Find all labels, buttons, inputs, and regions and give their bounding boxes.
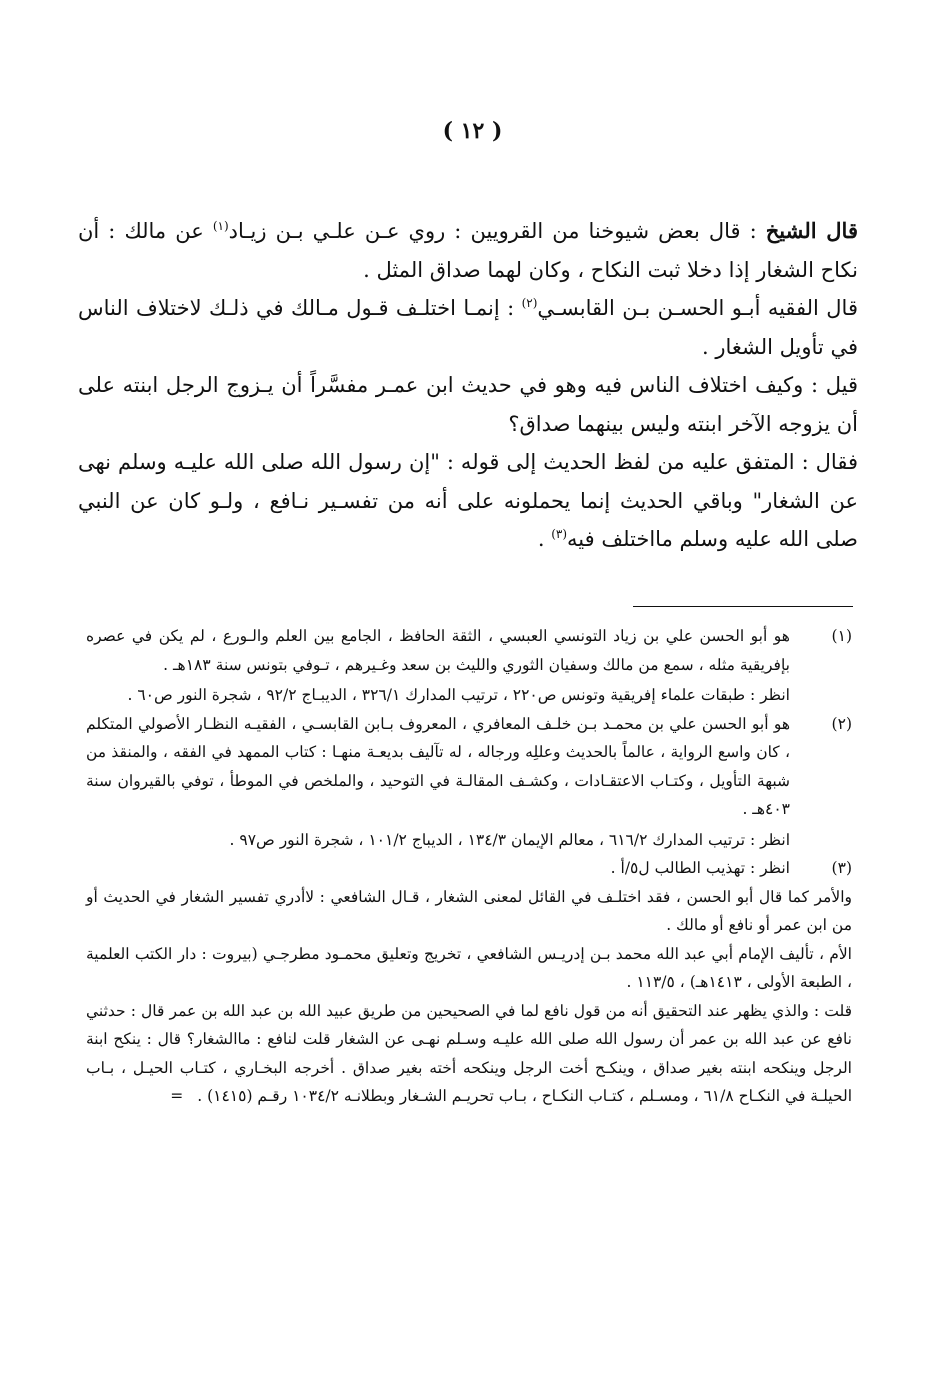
speaker-label: قال الشيخ [765,218,858,243]
footnote-ref-1: (١) [212,219,229,233]
paragraph-1-text: : قال بعض شيوخنا من القرويين : روي عـن علـي بـن زيـاد [228,219,766,243]
footnote-continuation-1: والأمر كما قال أبو الحسن ، فقد اختلـف في القائل لمعنى الشغار ، قـال الشافعي : لاأدري تفسير الشغار في الحديث أو من ابن عمر أو نافع أو مالك . [86,887,852,934]
paragraph-4-end: . [537,527,552,551]
footnote-ref-2: (٢) [521,296,538,310]
main-text [78,212,858,559]
footnote-text: هو أبو الحسن علي بن زياد التونسي العبسي ، الثقة الحافظ ، الجامع بين العلم والـورع ، لم يكن في عصره بإفريقية مثله ، سمع من مالك وسفيان الثوري والليث بن سعد وغـيرهم ، تـوفي بتونس سنة ١٨٣هـ . [86,627,790,674]
page-number: ( ١٢ ) [442,118,503,144]
footnote-1 [86,622,852,710]
footnote-continuation-2: الأم ، تأليف الإمام أبي عبد الله محمد بـن إدريـس الشافعي ، تخريج وتعليق محمـود مطرجـي (بيروت : دار الكتب العلمية ، الطبعة الأولى ، ١٤١٣هـ) ، ١١٣/٥ . [86,944,852,991]
footnote-body [86,710,790,855]
footnote-reference: انظر : ترتيب المدارك ٦١٦/٢ ، معالم الإيمان ١٣٤/٣ ، الديباج ١٠١/٢ ، شجرة النور ص٩٧ . [229,830,790,849]
paragraph-2 [78,289,858,366]
footnote-continuation-3 [86,997,852,1111]
footnote-text: هو أبو الحسن علي بن محمـد بـن خلـف المعافري ، المعروف بـابن القابسـي ، الفقيـه النظـار الأصولي المتكلم ، كان واسع الرواية ، عالماً بالحديث وعللِه ورجاله ، له تآليف بديعـة منهـا : كتاب الممهد في الفقه ، والمنقذ من شبهة التأويل ، وكتـاب الاعتقـادات ، وكشـف المقالـة في التوحيد ، والملخص في الموطأ ، توفي بالقيروان سنة ٤٠٣هـ . [86,714,790,818]
footnotes [86,622,852,1111]
footnote-reference: انظر : طبقات علماء إفريقية وتونس ص٢٢٠ ، ترتيب المدارك ٣٢٦/١ ، الديبـاج ٩٢/٢ ، شجرة النور ص٦٠ . [127,686,790,704]
paragraph-1-continuation: عن مالك : أن نكاح الشغار إذا دخلا ثبت النكاح ، وكان لهما صداق المثل . [78,219,858,282]
paragraph-1 [78,212,858,289]
footnote-number: (٣) [831,859,852,877]
footnote-body [86,854,790,883]
footnote-3 [86,854,852,883]
paragraph-4 [78,443,858,559]
footnote-number: (١) [831,627,852,645]
paragraph-2-text: قال الفقيه أبـو الحسـن بـن القابسـي [537,296,858,320]
footnote-2 [86,710,852,855]
footnote-continuation-3-text: قلت : والذي يظهر عند التحقيق أنه من قول نافع لما في الصحيحين من طريق عبيد الله بن عبد الله بن عمر قال : حدثني نافع عن عبد الله بن عمر أن رسول الله صلى الله عليـه وسـلم نهـى عن الشغار قلت لنافع : ماالشغار؟ قال : ينكح ابنة الرجل وينكحه ابنته بغير صداق ، وينكـح أخت الرجل وينكحه أخته بغير صداق . أخرجه البخـاري ، كتـاب الحيـل ، بـاب الحيلـة في النكـاح ٦١/٨ ، ومسـلم ، كتـاب النكـاح ، بـاب تحريـم الشـغار وبطلانـه ١٠٣٤/٢ رقـم (١٤١٥) . [86,1001,852,1105]
footnote-number: (٢) [831,714,852,733]
paragraph-2-continuation: : إنمـا اختلـف قـول مـالك في ذلـك لاختلاف الناس في تأويل الشغار . [78,296,858,359]
paragraph-4-text: فقال : المتفق عليه من لفظ الحديث إلى قوله : "إن رسول الله صلى الله عليـه وسلم نهى عن الشغار" وباقي الحديث إنما يحملونه على أنه من تفسـير نـافع ، ولـو كان عن النبي صلى الله عليه وسلم مااختلف فيه [78,450,858,551]
footnote-text: انظر : تهذيب الطالب ل٥/أ . [610,859,790,877]
paragraph-3: قيل : وكيف اختلاف الناس فيه وهو في حديث ابن عمـر مفسَّراً أن يـزوج الرجل ابنته على أن يزوجه الآخر ابنته وليس بينهما صداق؟ [78,373,858,436]
footnote-ref-3: (٣) [551,527,568,541]
continued-mark: = [170,1087,184,1105]
footnote-body [86,622,790,710]
footnote-separator [633,606,853,607]
